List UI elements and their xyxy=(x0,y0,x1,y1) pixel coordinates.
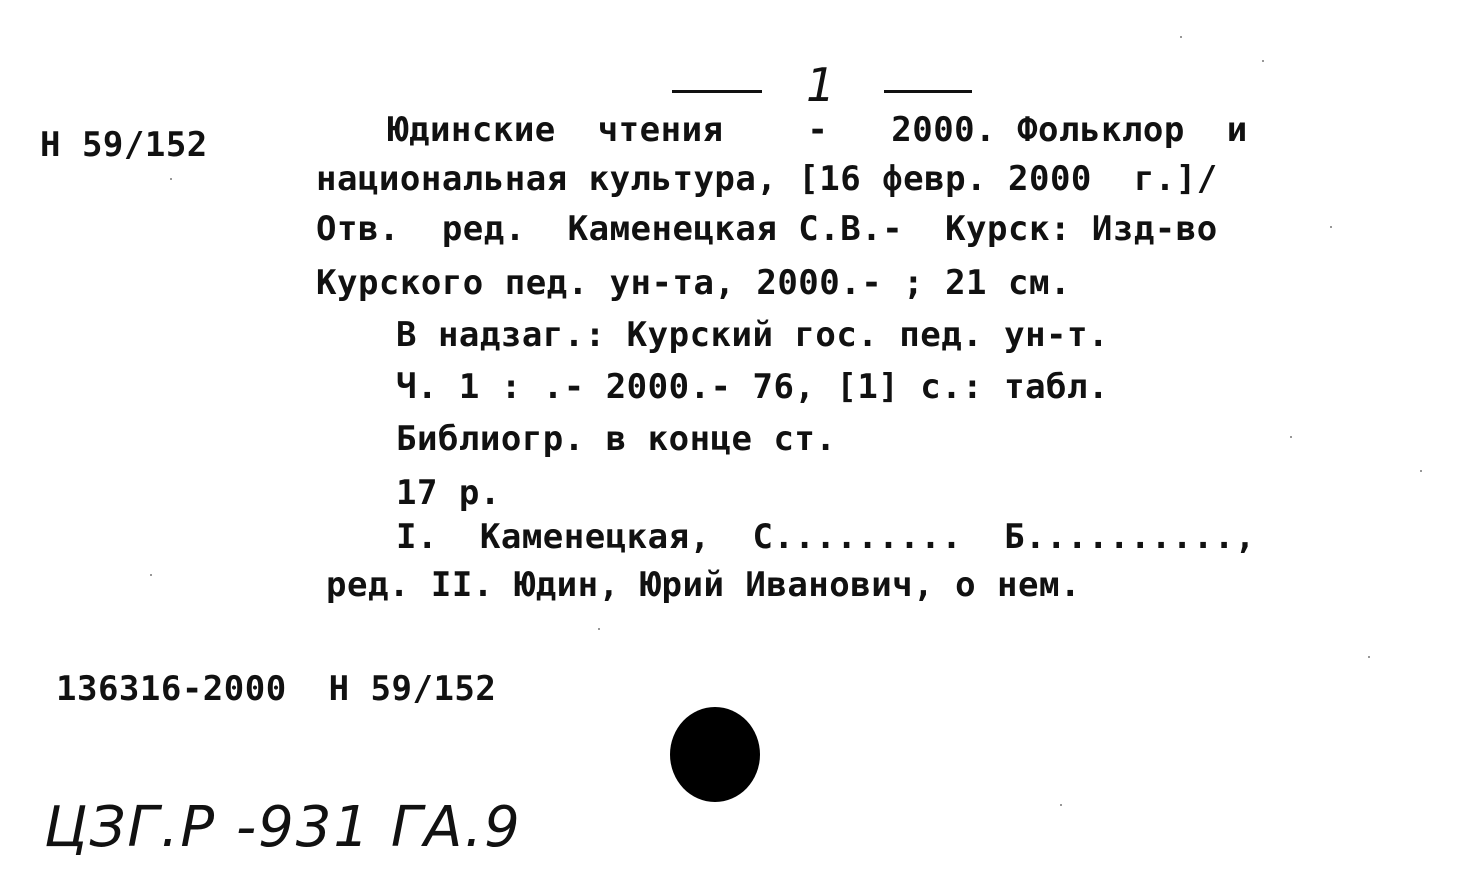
header-dash-left xyxy=(672,90,762,93)
shelfmark: Н 59/152 xyxy=(40,125,208,165)
accession-number: 136316-2000 Н 59/152 xyxy=(56,669,497,709)
note-part: Ч. 1 : .- 2000.- 76, [1] с.: табл. xyxy=(396,367,1109,407)
scan-speck xyxy=(1262,60,1264,62)
scan-speck xyxy=(1420,470,1422,472)
punch-hole xyxy=(670,707,760,802)
scan-speck xyxy=(1368,656,1370,658)
note-price: 17 р. xyxy=(396,473,501,513)
note-headline: В надзаг.: Курский гос. пед. ун-т. xyxy=(396,315,1109,355)
title-line-1: Юдинские чтения - 2000. Фольклор и xyxy=(388,110,1248,150)
title-line-4: Курского пед. ун-та, 2000.- ; 21 см. xyxy=(316,263,1071,303)
title-line-3: Отв. ред. Каменецкая С.В.- Курск: Изд-во xyxy=(316,209,1218,249)
scan-speck xyxy=(1290,436,1292,438)
scan-speck xyxy=(1060,804,1062,806)
handwritten-code: ЦЗГ.Р -931 ГА.9 xyxy=(44,795,522,860)
scan-speck xyxy=(1180,36,1182,38)
note-bibliography: Библиогр. в конце ст. xyxy=(396,419,837,459)
title-line-2: национальная культура, [16 февр. 2000 г.]/ xyxy=(316,159,1218,199)
scan-speck xyxy=(150,574,152,576)
page-number: 1 xyxy=(806,58,836,112)
scan-speck xyxy=(598,628,600,630)
note-added-entries-cont: ред. II. Юдин, Юрий Иванович, о нем. xyxy=(326,565,1081,605)
scan-speck xyxy=(1330,226,1332,228)
note-added-entries: I. Каменецкая, С......... Б.........., xyxy=(396,517,1256,557)
header-dash-right xyxy=(884,90,972,93)
scan-speck xyxy=(170,178,172,180)
